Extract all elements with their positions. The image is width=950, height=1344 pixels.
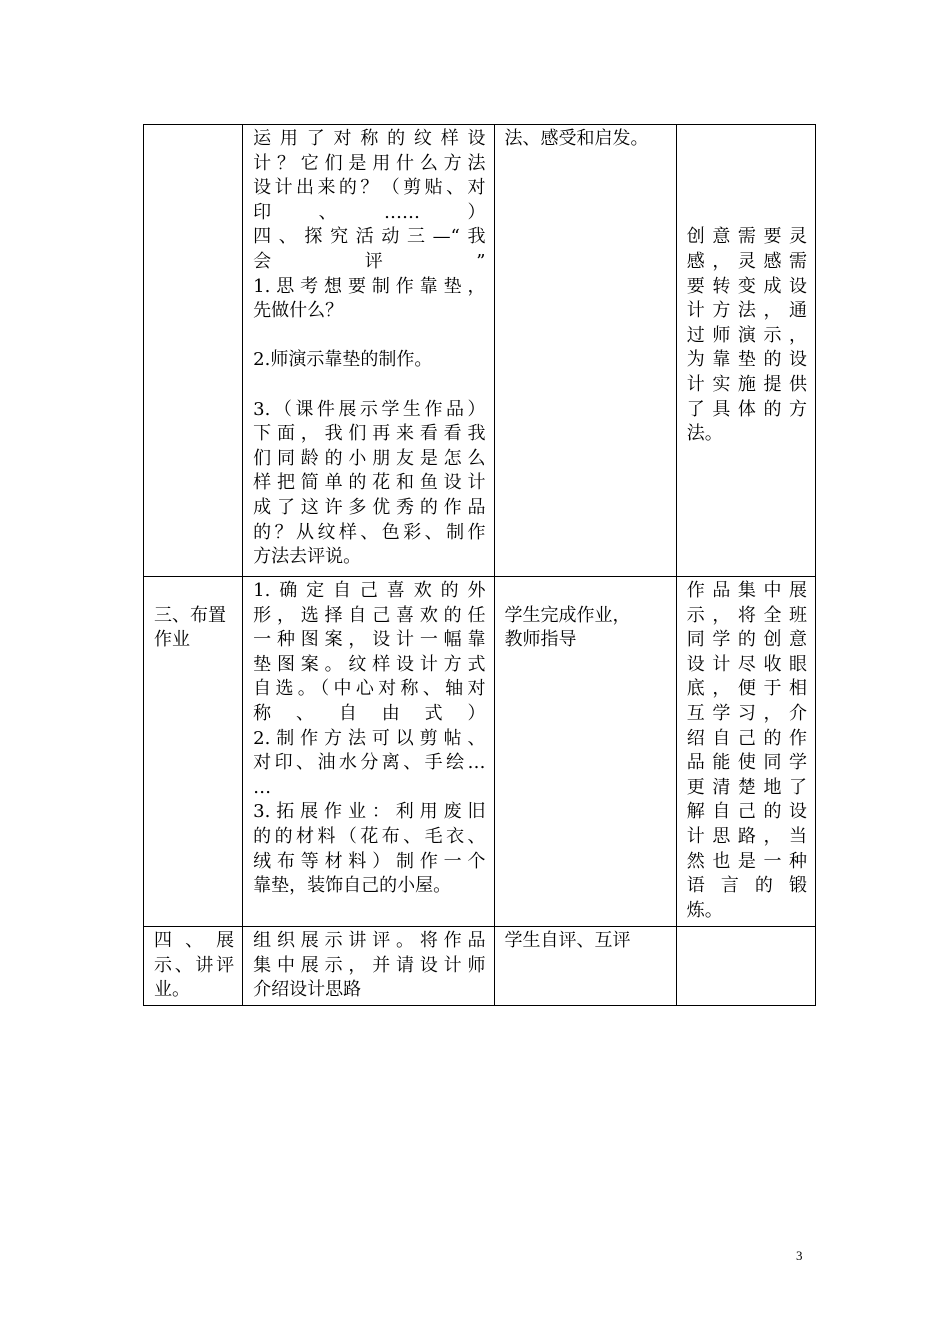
cell-text-line: 语言的锻 <box>686 875 807 897</box>
cell-text-line: 计方法，通 <box>686 300 807 322</box>
cell-text-line: 法。 <box>686 423 723 445</box>
table-cell-step <box>144 125 243 577</box>
table-cell-student-activity <box>494 577 676 927</box>
cell-text-line: 创意需要灵 <box>686 226 807 248</box>
cell-text-line: 形，选择自己喜欢的任 <box>253 604 486 626</box>
cell-text-line: 2.制作方法可以剪帖、 <box>253 727 486 749</box>
cell-text-line: 了具体的方 <box>686 398 807 420</box>
table-cell-step <box>144 927 243 1006</box>
cell-text-line: 的的材料（花布、毛衣、 <box>253 825 486 847</box>
table-cell-design-intent <box>676 125 815 577</box>
cell-text-line: 示，将全班 <box>686 604 807 626</box>
table-cell-student-activity <box>494 125 676 577</box>
cell-text-line: 要转变成设 <box>686 275 807 297</box>
cell-text-line: 感，灵感需 <box>686 250 807 272</box>
cell-text-line: 们同龄的小朋友是怎么 <box>253 447 486 469</box>
page-number: 3 <box>796 1248 803 1263</box>
cell-text-line: 教师指导 <box>504 629 577 651</box>
lesson-plan-table <box>143 124 816 1006</box>
cell-text-line <box>505 579 668 604</box>
cell-text-line: 绒布等材料）制作一个 <box>253 850 486 872</box>
cell-text-line: 1.思考想要制作靠垫， <box>253 275 486 297</box>
cell-text-line: 业。 <box>154 979 190 1001</box>
cell-text-line: 方法去评说。 <box>253 546 362 568</box>
cell-text-line: 然也是一种 <box>686 850 807 872</box>
cell-text-line: 成了这许多优秀的作品 <box>253 496 486 518</box>
cell-text-line: 四、展 <box>154 930 235 951</box>
cell-text-line: 下面，我们再来看看我 <box>253 423 486 445</box>
cell-text-line: 同学的创意 <box>686 629 807 651</box>
cell-text-line: 运用了对称的纹样设 <box>253 128 486 149</box>
table-cell-design-intent <box>676 577 815 927</box>
cell-text-line: 介绍设计思路 <box>253 979 362 1001</box>
cell-text-line <box>253 324 485 349</box>
cell-text-line: 学生自评、互评 <box>504 930 631 951</box>
cell-text-line: 对印、油水分离、手绘… <box>253 752 486 774</box>
table-cell-teacher-activity <box>243 927 494 1006</box>
cell-text-line: 四、探究活动三—“我 <box>253 226 486 248</box>
cell-text-line: 计实施提供 <box>686 373 807 395</box>
cell-text-line: 3.（课件展示学生作品） <box>253 398 486 420</box>
cell-text-line: 1.确定自己喜欢的外 <box>253 580 486 601</box>
cell-text-line <box>687 201 807 226</box>
cell-text-line: 设计尽收眼 <box>686 653 807 675</box>
cell-text-line: 自选。（中心对称、轴对 <box>253 678 486 700</box>
cell-text-line: 过师演示， <box>686 324 807 346</box>
cell-text-line: 学生完成作业， <box>504 604 631 626</box>
cell-text-line: 作业 <box>154 629 190 651</box>
table-cell-step <box>144 577 243 927</box>
cell-text-line: 法、感受和启发。 <box>504 128 649 149</box>
cell-text-line: 靠垫，装饰自己的小屋。 <box>253 875 452 897</box>
table-cell-teacher-activity <box>243 577 494 927</box>
cell-text-line: 计？它们是用什么方法 <box>253 152 486 174</box>
cell-text-line <box>253 373 485 398</box>
cell-text-line: 三、布置 <box>154 604 226 626</box>
cell-text-line: 示、讲评 <box>154 954 235 976</box>
cell-text-line: 印、……） <box>253 201 486 223</box>
cell-text-line: 会评” <box>253 250 486 272</box>
cell-text-line: 2.师演示靠垫的制作。 <box>253 349 433 371</box>
cell-text-line: 集中展示，并请设计师 <box>253 954 486 976</box>
cell-text-line: 绍自己的作 <box>686 727 807 749</box>
cell-text-line <box>687 176 807 201</box>
cell-text-line: 更清楚地了 <box>686 776 807 798</box>
cell-text-line: 垫图案。纹样设计方式 <box>253 653 486 675</box>
table-row <box>144 927 816 1006</box>
cell-text-line <box>154 579 234 604</box>
cell-text-line: 称、自由式） <box>253 702 486 724</box>
table-cell-teacher-activity <box>243 125 494 577</box>
table-cell-design-intent <box>676 927 815 1006</box>
cell-text-line: 计思路，当 <box>686 825 807 847</box>
cell-text-line: 品能使同学 <box>686 752 807 774</box>
cell-text-line: 的？从纹样、色彩、制作 <box>253 521 486 543</box>
cell-text-line: 先做什么？ <box>253 300 344 322</box>
cell-text-line <box>687 152 807 177</box>
cell-text-line: 为靠垫的设 <box>686 349 807 371</box>
cell-text-line: 解自己的设 <box>686 801 807 823</box>
cell-text-line <box>687 127 807 152</box>
cell-text-line: 样把简单的花和鱼设计 <box>253 472 486 494</box>
cell-text-line: 一种图案，设计一幅靠 <box>253 629 486 651</box>
cell-text-line: 设计出来的？（剪贴、对 <box>253 177 486 199</box>
cell-text-line: 底，便于相 <box>686 678 807 700</box>
cell-text-line: 3.拓展作业：利用废旧 <box>253 801 486 823</box>
table-cell-student-activity <box>494 927 676 1006</box>
table-row <box>144 125 816 577</box>
cell-text-line: 组织展示讲评。将作品 <box>253 930 486 951</box>
cell-text-line: 互学习，介 <box>686 702 807 724</box>
cell-text-line: … <box>253 776 272 798</box>
cell-text-line: 作品集中展 <box>686 580 807 601</box>
table-row <box>144 577 816 927</box>
cell-text-line: 炼。 <box>686 899 723 921</box>
